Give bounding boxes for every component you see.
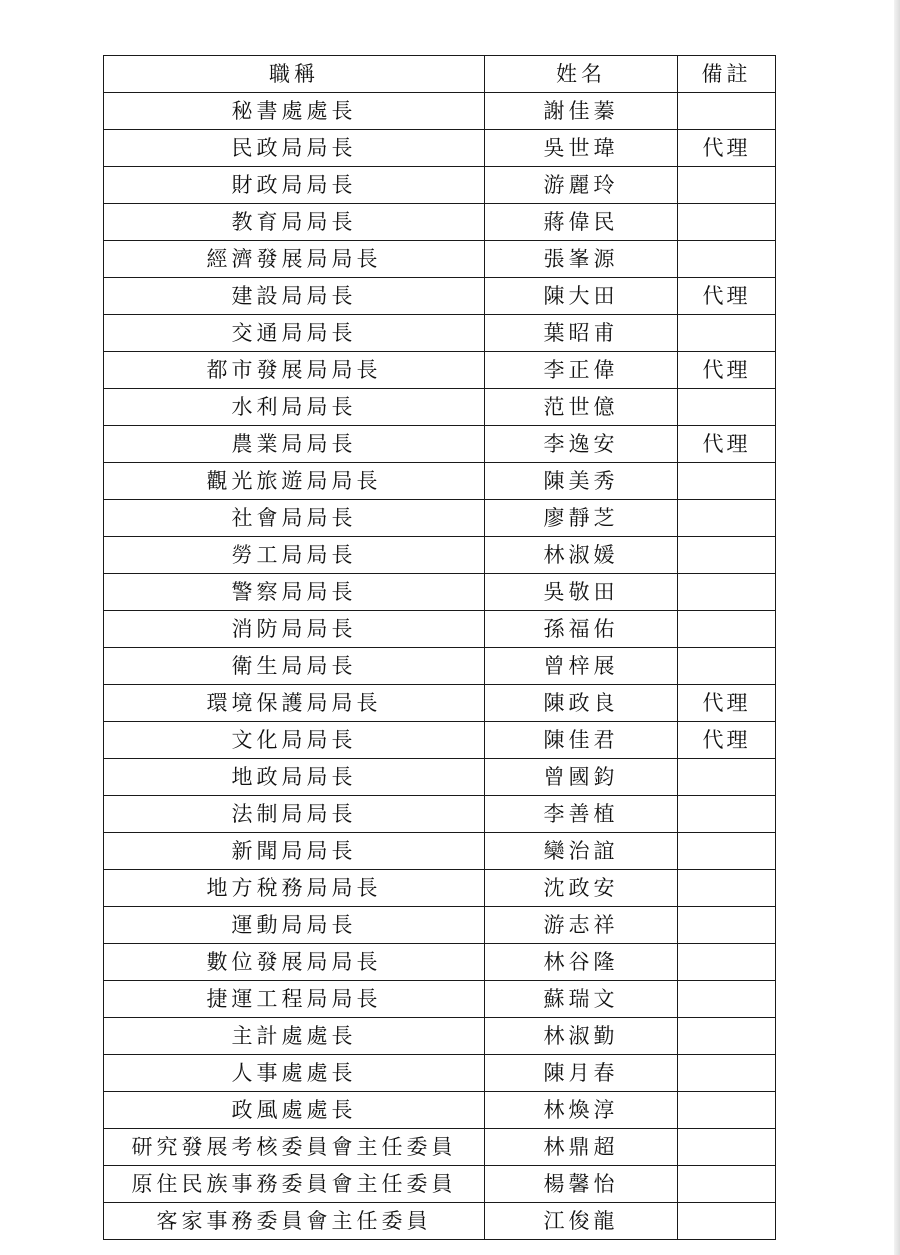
- cell-note: [678, 981, 776, 1018]
- cell-note: [678, 759, 776, 796]
- cell-title: 水利局局長: [104, 389, 485, 426]
- cell-name: 陳月春: [485, 1055, 678, 1092]
- table-row: [104, 204, 776, 241]
- table-row: [104, 685, 776, 722]
- table-row: [104, 796, 776, 833]
- table-header-row: [104, 56, 776, 93]
- table-row: [104, 870, 776, 907]
- cell-note: [678, 907, 776, 944]
- cell-title: 觀光旅遊局局長: [104, 463, 485, 500]
- table-row: [104, 1092, 776, 1129]
- table-row: [104, 278, 776, 315]
- table-row: [104, 389, 776, 426]
- cell-note: [678, 574, 776, 611]
- cell-name: 陳政良: [485, 685, 678, 722]
- cell-note: [678, 944, 776, 981]
- cell-title: 社會局局長: [104, 500, 485, 537]
- cell-name: 范世億: [485, 389, 678, 426]
- cell-title: 捷運工程局局長: [104, 981, 485, 1018]
- header-note: 備註: [678, 56, 776, 93]
- cell-note: [678, 537, 776, 574]
- cell-note: [678, 796, 776, 833]
- cell-note: 代理: [678, 722, 776, 759]
- table-row: [104, 944, 776, 981]
- cell-title: 研究發展考核委員會主任委員: [104, 1129, 485, 1166]
- cell-note: 代理: [678, 130, 776, 167]
- cell-note: [678, 1129, 776, 1166]
- cell-name: 游志祥: [485, 907, 678, 944]
- cell-name: 李善植: [485, 796, 678, 833]
- cell-name: 葉昭甫: [485, 315, 678, 352]
- cell-title: 財政局局長: [104, 167, 485, 204]
- table-row: [104, 1203, 776, 1240]
- table-row: [104, 759, 776, 796]
- cell-note: [678, 500, 776, 537]
- cell-name: 陳大田: [485, 278, 678, 315]
- cell-note: 代理: [678, 352, 776, 389]
- cell-name: 李正偉: [485, 352, 678, 389]
- table-row: [104, 574, 776, 611]
- cell-name: 孫福佑: [485, 611, 678, 648]
- cell-title: 都市發展局局長: [104, 352, 485, 389]
- table-row: [104, 1018, 776, 1055]
- cell-title: 勞工局局長: [104, 537, 485, 574]
- cell-note: [678, 315, 776, 352]
- cell-name: 蘇瑞文: [485, 981, 678, 1018]
- cell-name: 沈政安: [485, 870, 678, 907]
- table-row: [104, 907, 776, 944]
- cell-name: 蔣偉民: [485, 204, 678, 241]
- cell-title: 客家事務委員會主任委員: [104, 1203, 485, 1240]
- table-row: [104, 833, 776, 870]
- table-row: [104, 537, 776, 574]
- cell-name: 曾梓展: [485, 648, 678, 685]
- cell-title: 運動局局長: [104, 907, 485, 944]
- cell-title: 新聞局局長: [104, 833, 485, 870]
- table-row: [104, 315, 776, 352]
- cell-title: 警察局局長: [104, 574, 485, 611]
- cell-name: 吳敬田: [485, 574, 678, 611]
- cell-name: 欒治誼: [485, 833, 678, 870]
- table-row: [104, 722, 776, 759]
- cell-name: 游麗玲: [485, 167, 678, 204]
- table-row: [104, 611, 776, 648]
- cell-title: 消防局局長: [104, 611, 485, 648]
- cell-note: [678, 1092, 776, 1129]
- cell-note: [678, 389, 776, 426]
- table-row: [104, 981, 776, 1018]
- table-row: [104, 241, 776, 278]
- cell-title: 原住民族事務委員會主任委員: [104, 1166, 485, 1203]
- table-row: [104, 1055, 776, 1092]
- table-row: [104, 93, 776, 130]
- cell-name: 林淑媛: [485, 537, 678, 574]
- cell-note: [678, 1203, 776, 1240]
- cell-title: 秘書處處長: [104, 93, 485, 130]
- cell-name: 江俊龍: [485, 1203, 678, 1240]
- table-row: [104, 130, 776, 167]
- cell-name: 林谷隆: [485, 944, 678, 981]
- cell-note: 代理: [678, 426, 776, 463]
- cell-note: [678, 93, 776, 130]
- cell-title: 衛生局局長: [104, 648, 485, 685]
- cell-name: 李逸安: [485, 426, 678, 463]
- table-row: [104, 1129, 776, 1166]
- cell-title: 文化局局長: [104, 722, 485, 759]
- cell-title: 民政局局長: [104, 130, 485, 167]
- page-edge: [894, 0, 900, 1255]
- cell-note: 代理: [678, 278, 776, 315]
- cell-note: 代理: [678, 685, 776, 722]
- cell-title: 政風處處長: [104, 1092, 485, 1129]
- header-name: 姓名: [485, 56, 678, 93]
- cell-note: [678, 833, 776, 870]
- cell-name: 謝佳蓁: [485, 93, 678, 130]
- table-row: [104, 426, 776, 463]
- cell-title: 數位發展局局長: [104, 944, 485, 981]
- cell-note: [678, 204, 776, 241]
- cell-note: [678, 1166, 776, 1203]
- cell-name: 楊馨怡: [485, 1166, 678, 1203]
- cell-note: [678, 167, 776, 204]
- cell-title: 建設局局長: [104, 278, 485, 315]
- cell-title: 交通局局長: [104, 315, 485, 352]
- cell-note: [678, 1018, 776, 1055]
- table-body: [104, 93, 776, 1240]
- cell-name: 吳世瑋: [485, 130, 678, 167]
- cell-name: 林煥淳: [485, 1092, 678, 1129]
- cell-name: 張峯源: [485, 241, 678, 278]
- cell-title: 經濟發展局局長: [104, 241, 485, 278]
- cell-title: 人事處處長: [104, 1055, 485, 1092]
- table-row: [104, 1166, 776, 1203]
- cell-title: 農業局局長: [104, 426, 485, 463]
- cell-note: [678, 241, 776, 278]
- table-row: [104, 648, 776, 685]
- cell-note: [678, 463, 776, 500]
- cell-note: [678, 1055, 776, 1092]
- cell-note: [678, 870, 776, 907]
- cell-name: 林鼎超: [485, 1129, 678, 1166]
- cell-title: 地政局局長: [104, 759, 485, 796]
- cell-name: 廖靜芝: [485, 500, 678, 537]
- cell-note: [678, 611, 776, 648]
- header-title: 職稱: [104, 56, 485, 93]
- cell-name: 林淑勤: [485, 1018, 678, 1055]
- cell-title: 教育局局長: [104, 204, 485, 241]
- table-row: [104, 167, 776, 204]
- table-row: [104, 500, 776, 537]
- table-row: [104, 463, 776, 500]
- staff-table: [103, 55, 776, 1240]
- cell-title: 法制局局長: [104, 796, 485, 833]
- cell-title: 地方稅務局局長: [104, 870, 485, 907]
- cell-name: 曾國鈞: [485, 759, 678, 796]
- cell-title: 環境保護局局長: [104, 685, 485, 722]
- cell-title: 主計處處長: [104, 1018, 485, 1055]
- cell-note: [678, 648, 776, 685]
- cell-name: 陳美秀: [485, 463, 678, 500]
- table-row: [104, 352, 776, 389]
- cell-name: 陳佳君: [485, 722, 678, 759]
